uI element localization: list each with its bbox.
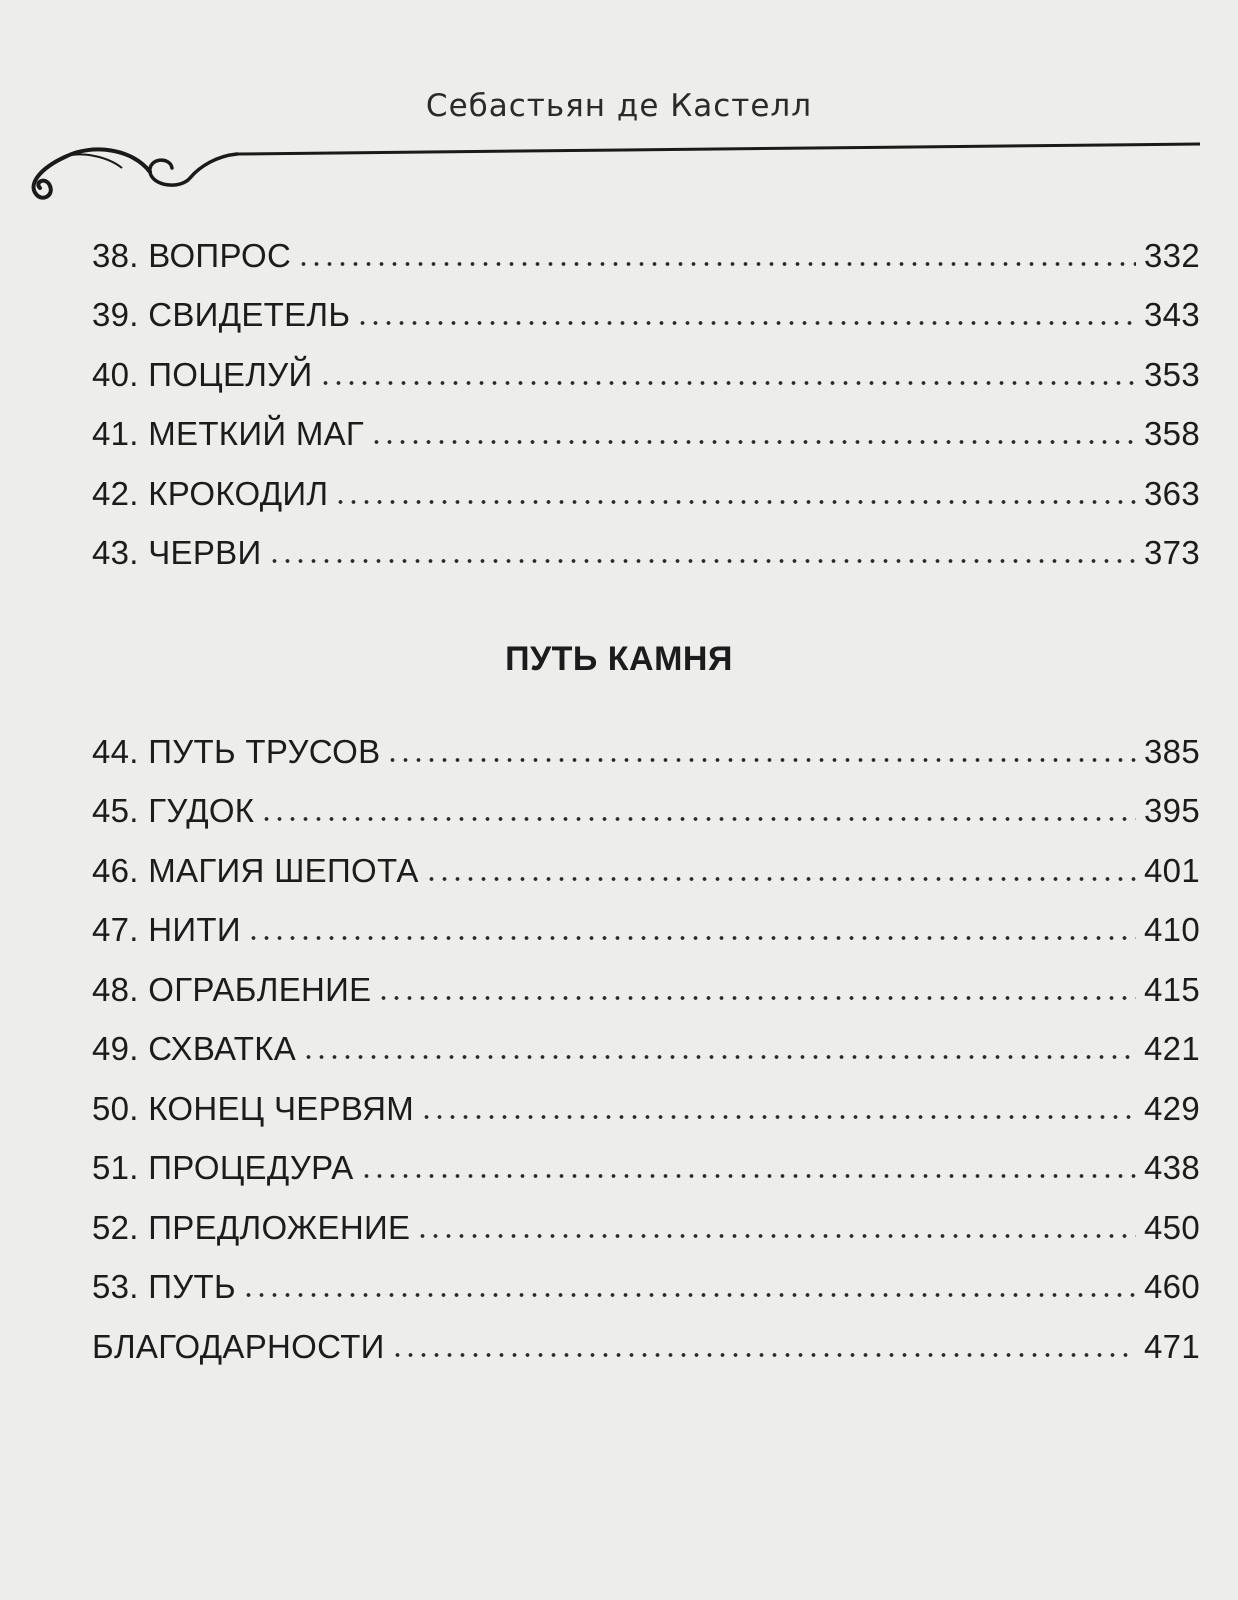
toc-entry-page: 460 bbox=[1144, 1268, 1200, 1306]
toc-entry-title: 49. СХВАТКА bbox=[92, 1030, 297, 1068]
toc-entry-page: 401 bbox=[1144, 851, 1200, 889]
toc-dot-leader bbox=[319, 380, 1137, 386]
toc-entry[interactable] bbox=[92, 405, 1200, 465]
toc-entry-page: 332 bbox=[1144, 236, 1200, 274]
toc-entry-page: 395 bbox=[1144, 792, 1200, 830]
toc-entry-page: 343 bbox=[1144, 296, 1200, 334]
toc-entry[interactable] bbox=[92, 1198, 1200, 1258]
toc-dot-leader bbox=[391, 1352, 1136, 1358]
section-heading: ПУТЬ КАМНЯ bbox=[505, 640, 733, 678]
toc-entry-title: 40. ПОЦЕЛУЙ bbox=[92, 355, 313, 393]
toc-list-part1 bbox=[92, 226, 1200, 583]
toc-entry[interactable] bbox=[92, 1139, 1200, 1199]
toc-entry[interactable] bbox=[92, 1020, 1200, 1080]
toc-entry[interactable] bbox=[92, 782, 1200, 842]
toc-entry-title: 41. МЕТКИЙ МАГ bbox=[92, 415, 365, 453]
toc-entry-title: 51. ПРОЦЕДУРА bbox=[92, 1149, 354, 1187]
toc-dot-leader bbox=[377, 995, 1136, 1001]
toc-dot-leader bbox=[386, 757, 1136, 763]
toc-entry[interactable] bbox=[92, 901, 1200, 961]
toc-entry-page: 385 bbox=[1144, 732, 1200, 770]
toc-entry-title: 45. ГУДОК bbox=[92, 792, 255, 830]
toc-entry-page: 353 bbox=[1144, 355, 1200, 393]
toc-dot-leader bbox=[268, 558, 1137, 564]
toc-dot-leader bbox=[416, 1233, 1136, 1239]
toc-dot-leader bbox=[247, 935, 1136, 941]
toc-entry-page: 363 bbox=[1144, 474, 1200, 512]
toc-dot-leader bbox=[302, 1054, 1136, 1060]
toc-entry-title: 39. СВИДЕТЕЛЬ bbox=[92, 296, 351, 334]
toc-dot-leader bbox=[334, 499, 1136, 505]
toc-entry-page: 438 bbox=[1144, 1149, 1200, 1187]
toc-dot-leader bbox=[297, 261, 1136, 267]
toc-dot-leader bbox=[370, 439, 1136, 445]
toc-entry[interactable] bbox=[92, 464, 1200, 524]
toc-entry-title: 53. ПУТЬ bbox=[92, 1268, 236, 1306]
toc-list-part2 bbox=[92, 722, 1200, 1377]
toc-entry-page: 471 bbox=[1144, 1327, 1200, 1365]
running-head-author: Себастьян де Кастелл bbox=[425, 88, 813, 124]
toc-entry[interactable] bbox=[92, 286, 1200, 346]
toc-dot-leader bbox=[242, 1292, 1136, 1298]
toc-entry[interactable] bbox=[92, 1258, 1200, 1318]
header-flourish-ornament bbox=[22, 126, 1202, 206]
toc-entry-page: 358 bbox=[1144, 415, 1200, 453]
toc-entry[interactable] bbox=[92, 1079, 1200, 1139]
toc-entry[interactable] bbox=[92, 841, 1200, 901]
toc-entry-page: 373 bbox=[1144, 534, 1200, 572]
toc-entry-title: 50. КОНЕЦ ЧЕРВЯМ bbox=[92, 1089, 415, 1127]
toc-entry-title: 42. КРОКОДИЛ bbox=[92, 474, 329, 512]
toc-entry-title: 52. ПРЕДЛОЖЕНИЕ bbox=[92, 1208, 411, 1246]
toc-entry-title: 44. ПУТЬ ТРУСОВ bbox=[92, 732, 381, 770]
toc-entry[interactable] bbox=[92, 345, 1200, 405]
toc-entry-title: 47. НИТИ bbox=[92, 911, 241, 949]
toc-dot-leader bbox=[260, 816, 1136, 822]
toc-dot-leader bbox=[420, 1114, 1136, 1120]
toc-entry-page: 450 bbox=[1144, 1208, 1200, 1246]
toc-entry-title: БЛАГОДАРНОСТИ bbox=[92, 1327, 385, 1365]
toc-entry[interactable] bbox=[92, 722, 1200, 782]
toc-entry[interactable] bbox=[92, 524, 1200, 584]
toc-entry-page: 421 bbox=[1144, 1030, 1200, 1068]
toc-dot-leader bbox=[360, 1173, 1136, 1179]
toc-entry[interactable] bbox=[92, 226, 1200, 286]
toc-entry-title: 46. МАГИЯ ШЕПОТА bbox=[92, 851, 419, 889]
toc-entry[interactable] bbox=[92, 1317, 1200, 1377]
toc-dot-leader bbox=[356, 320, 1136, 326]
toc-entry-title: 43. ЧЕРВИ bbox=[92, 534, 262, 572]
toc-dot-leader bbox=[425, 876, 1136, 882]
toc-entry-page: 415 bbox=[1144, 970, 1200, 1008]
toc-entry-title: 38. ВОПРОС bbox=[92, 236, 292, 274]
toc-entry-page: 429 bbox=[1144, 1089, 1200, 1127]
toc-entry[interactable] bbox=[92, 960, 1200, 1020]
toc-entry-title: 48. ОГРАБЛЕНИЕ bbox=[92, 970, 372, 1008]
toc-entry-page: 410 bbox=[1144, 911, 1200, 949]
